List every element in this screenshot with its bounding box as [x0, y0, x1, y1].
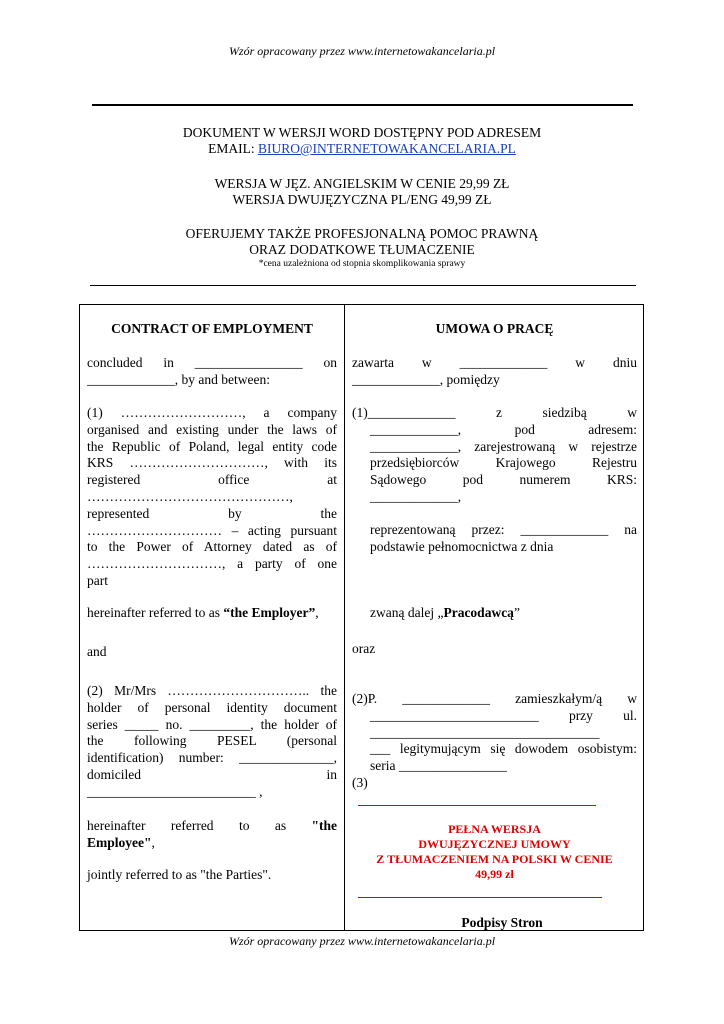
contract-table: [79, 304, 644, 931]
banner-email-line: [0, 141, 724, 157]
polish-concluded: [352, 355, 637, 389]
text-line: _____________, pod adresem:: [370, 421, 637, 437]
column-divider: [344, 305, 345, 930]
polish-representation: [352, 522, 637, 556]
text-line: identification) number: ______________,: [87, 750, 337, 766]
english-party2: [87, 683, 337, 801]
text-line: KRS …………………………, with its: [87, 455, 337, 471]
text-line: seria ________________: [370, 758, 507, 774]
text-line: (1) ………………………, a company: [87, 405, 337, 420]
text-line: ………………………… – acting pursuant: [87, 522, 337, 538]
english-parties: jointly referred to as "the Parties".: [87, 867, 272, 882]
text-line: series _____ no. _________, the holder of: [87, 716, 337, 732]
polish-employer-def: [352, 605, 655, 622]
text-line: holder of personal identity document: [87, 699, 337, 715]
text-line: przedsiębiorców Krajowego Rejestru: [370, 455, 637, 471]
english-title: CONTRACT OF EMPLOYMENT: [111, 321, 313, 336]
text-fragment: hereinafter referred to as: [87, 818, 312, 833]
polish-title: UMOWA O PRACĘ: [435, 321, 554, 336]
price-note: *cena uzależniona od stopnia skomplikowania sprawy: [258, 259, 466, 269]
text-fragment: ,: [315, 605, 319, 620]
text-line: (2) Mr/Mrs ………………………….. the: [87, 683, 337, 698]
price-english: WERSJA W JĘZ. ANGIELSKIM W CENIE 29,99 ZŁ: [214, 176, 510, 191]
polish-and: oraz: [352, 641, 376, 656]
red-rule-top: [358, 805, 596, 806]
text-fragment: ”: [513, 605, 520, 620]
text-line: [87, 835, 337, 852]
text-line: the following PESEL (personal: [87, 733, 337, 749]
employer-term: Pracodawcą: [443, 605, 514, 620]
text-line: the Republic of Poland, legal entity code: [87, 438, 337, 454]
english-concluded: [87, 355, 337, 389]
text-line: _____________, pomiędzy: [352, 371, 500, 387]
text-line: to the Power of Attorney dated as of: [87, 539, 337, 555]
employer-term: “the Employer”: [223, 605, 316, 620]
offer-line1: OFERUJEMY TAKŻE PROFESJONALNĄ POMOC PRAWNĄ: [185, 226, 539, 241]
offer-line: 49,99 zł: [475, 867, 514, 881]
offer-line2: ORAZ DODATKOWE TŁUMACZENIE: [249, 242, 475, 257]
english-employee-def: [87, 818, 337, 852]
text-line: ………………………………………,: [87, 488, 293, 504]
text-line: zawarta w _____________ w dniu: [352, 355, 637, 370]
offer-line: DWUJĘZYCZNEJ UMOWY: [418, 837, 571, 851]
text-line: organised and existing under the laws of: [87, 421, 337, 437]
text-line: …………………………, a party of one: [87, 556, 337, 572]
polish-party2: [352, 691, 637, 792]
header-rule: [92, 104, 633, 106]
text-line: represented by the: [87, 505, 337, 521]
offer-line: PEŁNA WERSJA: [448, 822, 541, 836]
banner-rule: [90, 285, 636, 286]
text-line: podstawie pełnomocnictwa z dnia: [370, 538, 554, 554]
text-line: ___ legitymującym się dowodem osobistym:: [370, 741, 637, 757]
text-line: (1)_____________ z siedzibą w: [352, 405, 637, 420]
full-version-offer: [352, 822, 637, 882]
email-label: EMAIL:: [208, 141, 259, 156]
text-line: [370, 605, 655, 622]
email-link[interactable]: BIURO@INTERNETOWAKANCELARIA.PL: [258, 141, 516, 156]
header-note: Wzór opracowany przez www.internetowakancelaria.pl: [228, 44, 496, 58]
text-line: (2)P. _____________ zamieszkałym/ą w: [352, 691, 637, 706]
employee-term: Employee": [87, 834, 152, 850]
text-line: part: [87, 572, 108, 588]
text-line: _____________,: [370, 488, 462, 504]
text-line: reprezentowaną przez: _____________ na: [370, 522, 637, 537]
text-line: [87, 605, 337, 622]
text-line: domiciled in: [87, 766, 337, 782]
text-fragment: ,: [151, 834, 155, 850]
text-line: __________________________________: [370, 724, 600, 740]
signatures-label: Podpisy Stron: [461, 915, 543, 930]
english-and: and: [87, 644, 107, 659]
text-line: _________________________ przy ul.: [370, 707, 637, 723]
banner-line1: DOKUMENT W WERSJI WORD DOSTĘPNY POD ADRESEM: [182, 125, 542, 140]
red-rule-bottom: [358, 897, 602, 898]
english-employer-def: [87, 605, 337, 622]
price-bilingual: WERSJA DWUJĘZYCZNA PL/ENG 49,99 ZŁ: [232, 192, 492, 207]
offer-line: Z TŁUMACZENIEM NA POLSKI W CENIE: [376, 852, 613, 866]
text-line: Sądowego pod numerem KRS:: [370, 472, 637, 488]
text-line: registered office at: [87, 472, 337, 488]
text-line: _____________, zarejestrowaną w rejestrze: [370, 438, 637, 454]
text-fragment: hereinafter referred to as: [87, 605, 224, 620]
text-line: concluded in ________________ on: [87, 355, 337, 370]
text-line: (3): [352, 774, 368, 790]
text-line: [87, 818, 337, 835]
text-line: _________________________ ,: [87, 783, 263, 799]
employee-term: "the: [311, 818, 337, 833]
polish-party1: [352, 405, 637, 506]
text-fragment: zwaną dalej „: [370, 605, 444, 620]
footer-note: Wzór opracowany przez www.internetowakancelaria.pl: [228, 934, 496, 948]
text-line: _____________, by and between:: [87, 371, 270, 387]
english-party1: [87, 405, 337, 590]
